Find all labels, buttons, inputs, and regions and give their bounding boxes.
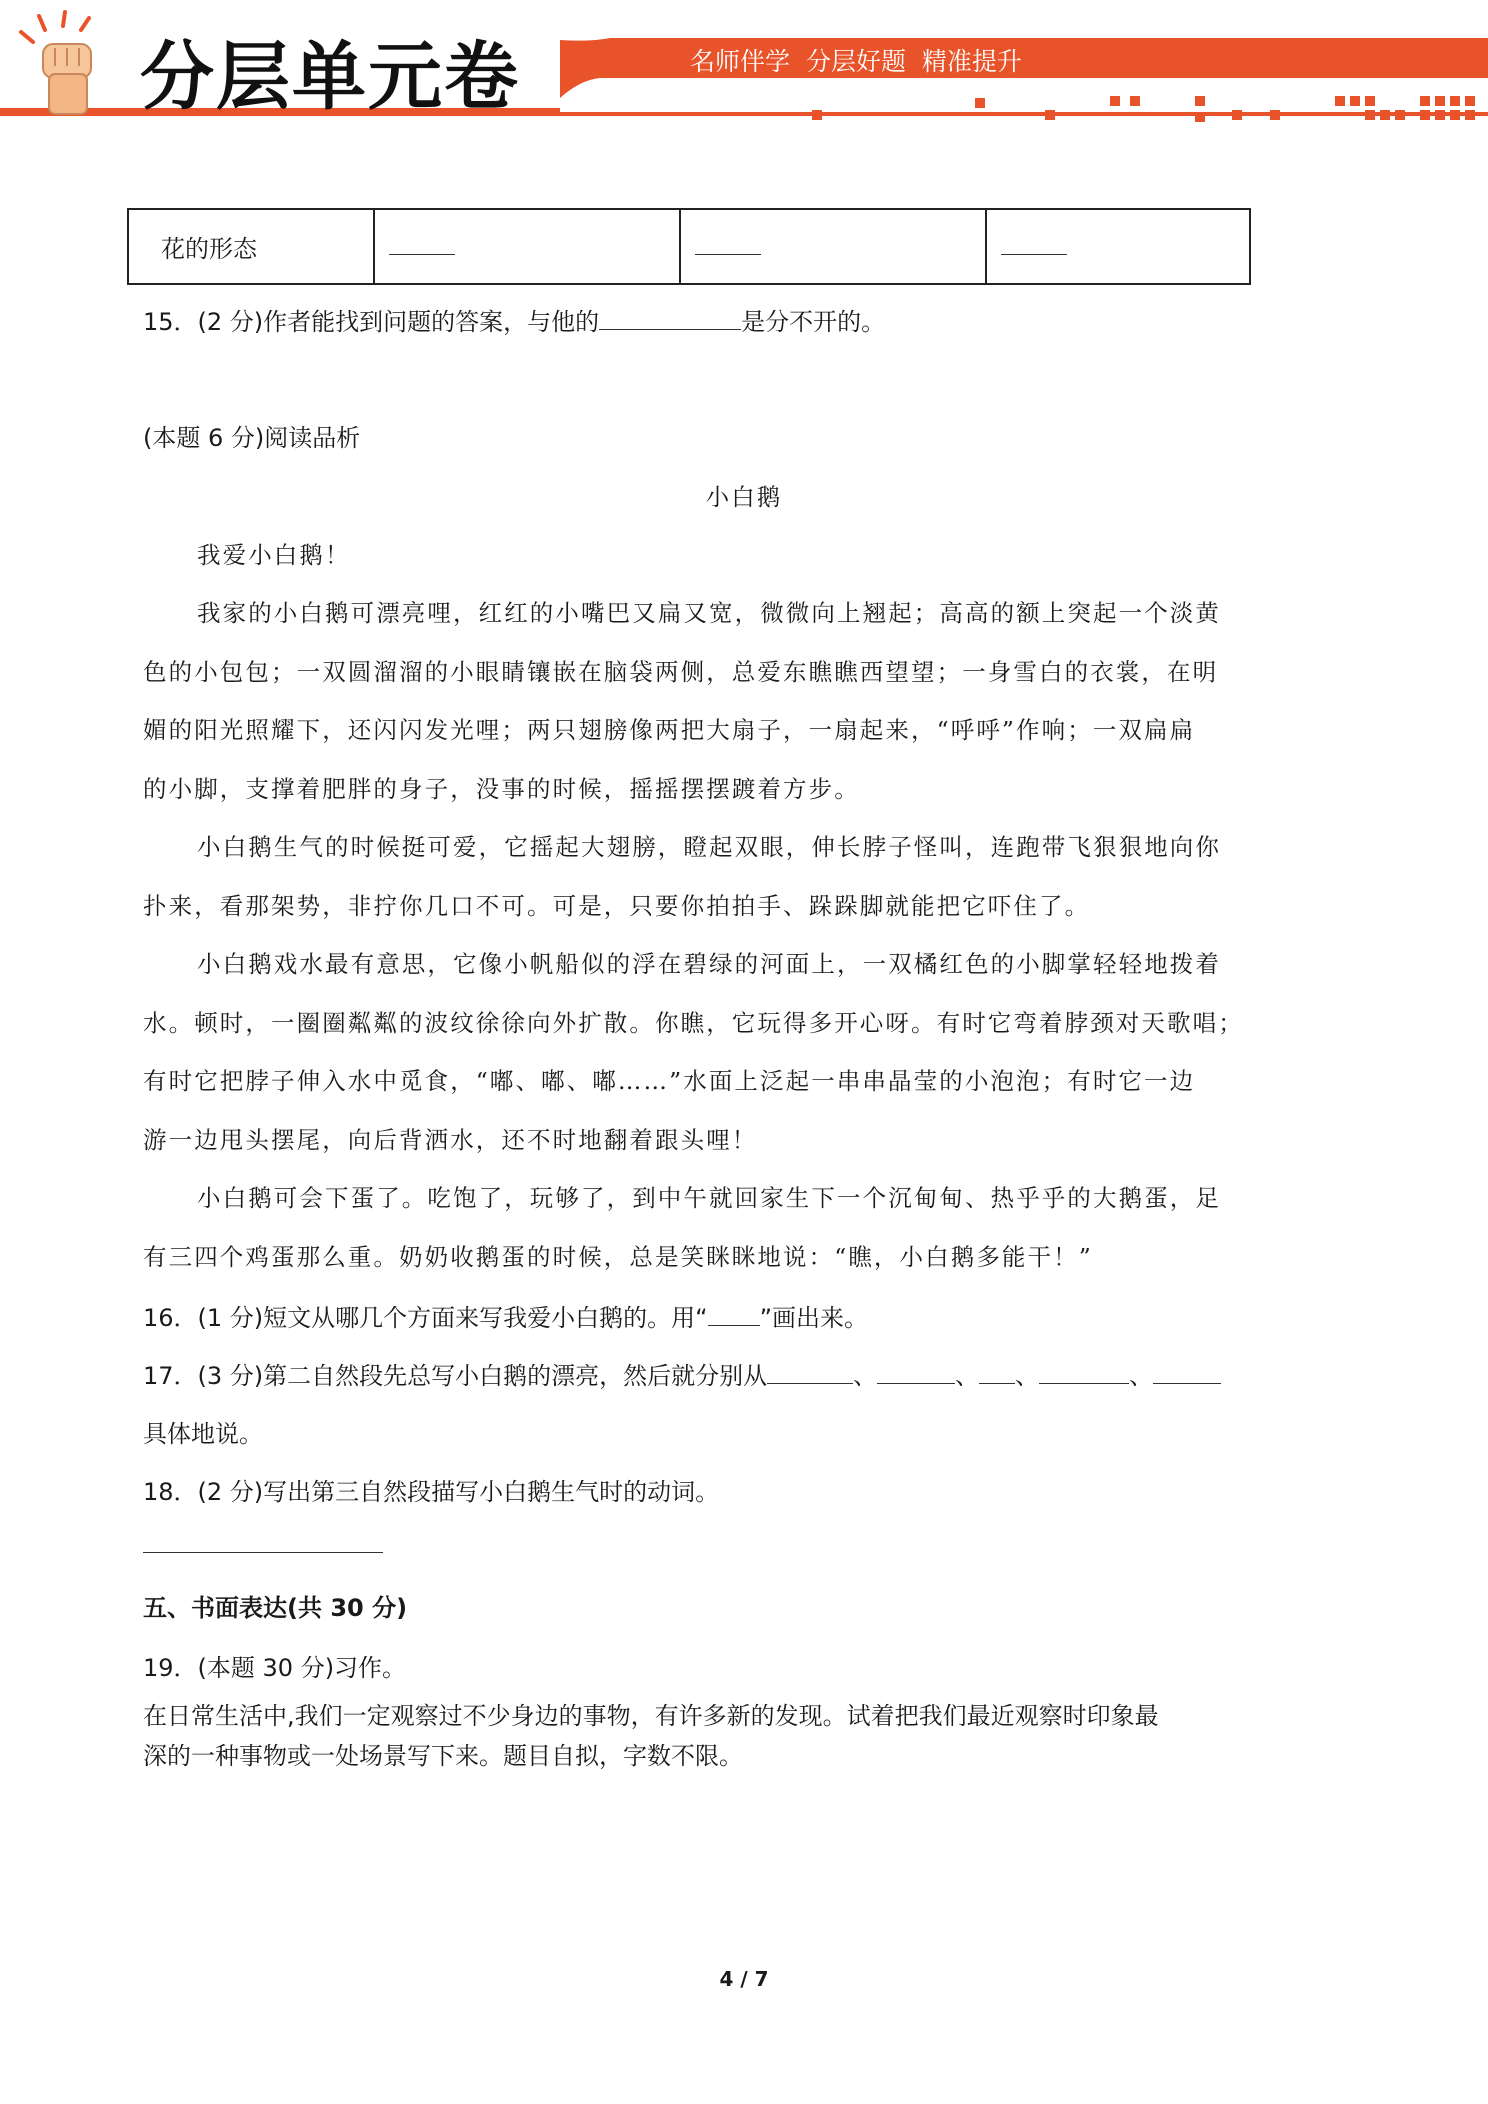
question-18: 18．(2 分)写出第三自然段描写小白鹅生气时的动词。 — [143, 1478, 720, 1506]
question-17-text: 17．(3 分)第二自然段先总写小白鹅的漂亮，然后就分别从 — [143, 1362, 768, 1390]
answer-blank[interactable] — [389, 236, 455, 255]
question-15 — [143, 302, 885, 337]
answer-blank[interactable] — [1001, 236, 1067, 255]
passage-line: 的小脚，支撑着肥胖的身子，没事的时候，摇摇摆摆踱着方步。 — [143, 775, 860, 803]
flower-table — [127, 208, 1251, 285]
answer-blank[interactable] — [695, 236, 761, 255]
question-15-text: 15．(2 分)作者能找到问题的答案，与他的 — [143, 308, 600, 336]
writing-prompt-line: 在日常生活中,我们一定观察过不少身边的事物，有许多新的发现。试着把我们最近观察时印象最 — [143, 1702, 1159, 1730]
passage-line: 色的小包包；一双圆溜溜的小眼睛镶嵌在脑袋两侧，总爱东瞧瞧西望望；一身雪白的衣裳，在明 — [143, 658, 1219, 686]
table-blank-cell[interactable] — [374, 209, 680, 284]
question-17 — [143, 1356, 1221, 1391]
passage-line: 水。顿时，一圈圈粼粼的波纹徐徐向外扩散。你瞧，它玩得多开心呀。有时它弯着脖颈对天歌唱； — [143, 1009, 1244, 1037]
table-blank-cell[interactable] — [986, 209, 1250, 284]
table-blank-cell[interactable] — [680, 209, 986, 284]
section-heading: 五、书面表达(共 30 分) — [143, 1594, 408, 1622]
question-16-text: 16．(1 分)短文从哪几个方面来写我爱小白鹅的。用“ — [143, 1304, 708, 1332]
question-17-continuation: 具体地说。 — [143, 1420, 263, 1448]
table-row-label: 花的形态 — [128, 209, 374, 284]
separator: 、 — [955, 1362, 980, 1390]
passage-line: 扑来，看那架势，非拧你几口不可。可是，只要你拍拍手、跺跺脚就能把它吓住了。 — [143, 892, 1091, 920]
passage-line: 小白鹅生气的时候挺可爱，它摇起大翅膀，瞪起双眼，伸长脖子怪叫，连跑带飞狠狠地向你 — [197, 833, 1221, 861]
writing-prompt-line: 深的一种事物或一处场景写下来。题目自拟，字数不限。 — [143, 1742, 743, 1770]
passage-line: 有三四个鸡蛋那么重。奶奶收鹅蛋的时候，总是笑眯眯地说：“瞧，小白鹅多能干！” — [143, 1243, 1093, 1271]
separator: 、 — [853, 1362, 878, 1390]
passage-line: 我爱小白鹅！ — [197, 541, 351, 569]
separator: 、 — [1129, 1362, 1154, 1390]
reading-heading: (本题 6 分)阅读品析 — [143, 424, 361, 452]
answer-blank[interactable] — [599, 307, 741, 330]
page-number: 4 / 7 — [719, 1967, 769, 1991]
question-16 — [143, 1298, 868, 1333]
passage-line: 游一边甩头摆尾，向后背洒水，还不时地翻着跟头哩！ — [143, 1126, 758, 1154]
logo-title: 分层单元卷 — [140, 34, 520, 120]
passage-line: 媚的阳光照耀下，还闪闪发光哩；两只翅膀像两把大扇子，一扇起来，“呼呼”作响；一双扁扁 — [143, 716, 1196, 744]
table-row — [128, 209, 1250, 284]
header-slogan: 名师伴学 分层好题 精准提升 — [690, 47, 1022, 76]
answer-line[interactable] — [143, 1552, 383, 1553]
underline-sample — [708, 1303, 760, 1326]
passage-title: 小白鹅 — [705, 483, 783, 511]
passage-line: 小白鹅戏水最有意思，它像小帆船似的浮在碧绿的河面上，一双橘红色的小脚掌轻轻地拨着 — [197, 950, 1221, 978]
answer-blank[interactable] — [767, 1361, 853, 1384]
answer-blank[interactable] — [1153, 1361, 1221, 1384]
page-header — [0, 0, 1488, 130]
fist-icon — [15, 8, 125, 128]
answer-blank[interactable] — [877, 1361, 955, 1384]
question-19: 19．(本题 30 分)习作。 — [143, 1654, 407, 1682]
answer-blank[interactable] — [979, 1361, 1015, 1384]
question-15-tail: 是分不开的。 — [741, 308, 886, 336]
question-16-tail: ”画出来。 — [759, 1304, 869, 1332]
passage-line: 小白鹅可会下蛋了。吃饱了，玩够了，到中午就回家生下一个沉甸甸、热乎乎的大鹅蛋，足 — [197, 1184, 1221, 1212]
passage-line: 有时它把脖子伸入水中觅食，“嘟、嘟、嘟……”水面上泛起一串串晶莹的小泡泡；有时它一边 — [143, 1067, 1196, 1095]
separator: 、 — [1015, 1362, 1040, 1390]
answer-blank[interactable] — [1039, 1361, 1129, 1384]
passage-line: 我家的小白鹅可漂亮哩，红红的小嘴巴又扁又宽，微微向上翘起；高高的额上突起一个淡黄 — [197, 599, 1221, 627]
